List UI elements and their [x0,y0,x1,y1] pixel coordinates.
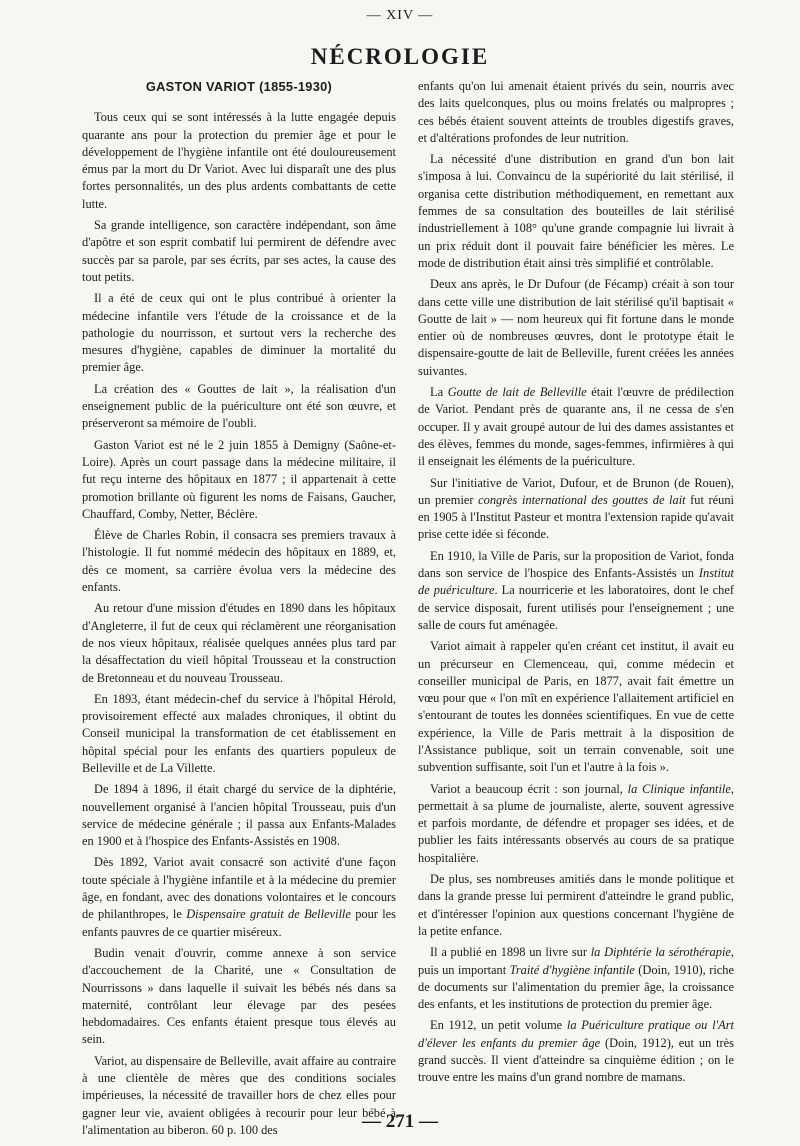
paragraph [82,600,396,686]
paragraph-text: . La nourricerie et les laboratoires, dont le chef de service disposait, furent utilisés pour l'enseignement ; une salle de cours fut aménagée. [418,583,734,632]
right-column [418,78,734,1091]
paragraph-text: La [430,385,448,400]
paragraph-text: pour les enfants pauvres de ce quartier miséreux. [82,907,397,939]
section-title: NÉCROLOGIE [310,44,490,69]
paragraph [418,475,734,544]
paragraph-text: La nécessité d'une distribution en grand d'un bon lait s'imposa à lui. Convaincu de la supériorité du lait stérilisé, il organisa cette distribution méthodiquement, en remettant aux femmes de sa consultation des bouteilles de lait stérilisé industriellement à 108° qu'une grande compagnie lui livrait à un prix réduit dont il pouvait faire bénéficier les mères. Le mode de distribution était ainsi très simplifié et contrôlable. [418,152,734,270]
paragraph [82,691,396,777]
paragraph-text: Deux ans après, le Dr Dufour (de Fécamp) créait à son tour dans cette ville une distribution de lait stérilisé qu'il baptisait « Goutte de lait » — nom heureux qui fit fortune dans le monde entier où de nombreuses œuvres, dont le prototype était le dispensaire-goutte de lait de Belleville, furent créées les années suivantes. [418,277,734,378]
paragraph [82,527,396,596]
paragraph-text: Dès 1892, Variot avait consacré son activité d'une façon toute spéciale à l'hygiène infantile et à la médecine du premier âge, en fondant, avec des donations volontaires et le concours de philanthropes, le [82,855,396,922]
right-column-body [418,78,734,1087]
paragraph [82,781,396,850]
author-heading: GASTON VARIOT (1855-1930) [145,79,333,94]
paragraph-text: (Doin, 1912), eut un très grand succès. Il vient d'atteindre sa cinquième édition ; on le trouve entre les mains d'un grand nombre de mamans. [418,1035,734,1085]
paragraph-text: était l'œuvre de prédilection de Variot. Pendant près de quarante ans, il ne cessa de s'en occuper. Il y avait groupé autour de lui des dames assistantes et des élèves, femmes du monde, sages-femmes, infirmières à qui il enseignait les éléments de la puériculture. [418,385,734,469]
paragraph-text: Il a publié en 1898 un livre sur [430,945,591,960]
paragraph [418,871,734,940]
paragraph-text: fut réuni en 1905 à l'Institut Pasteur et montra l'extension rapide qu'avait prise cette idée si féconde. [418,492,734,542]
paragraph-text: enfants qu'on lui amenait étaient privés du sein, nourris avec des laits quelconques, plus ou moins frelatés ou malpropres ; ces bébés étaient souvent atteints de troubles digestifs graves, et d'altérations profondes de leur nutrition. [418,79,734,145]
italic-title: Institut de puériculture [418,566,734,598]
paragraph [418,944,734,1013]
paragraph-text: Sa grande intelligence, son caractère indépendant, son âme d'apôtre et son esprit combatif lui permirent de défendre avec succès par sa parole, par ses écrits, par ses actes, la cause des tout petits. [82,218,396,284]
paragraph-text: Sur l'initiative de Variot, Dufour, et de Brunon (de Rouen), un premier [418,475,734,507]
paragraph-text: Variot aimait à rappeler qu'en créant cet institut, il avait eu un précurseur en Clemenceau, qui, comme médecin et conseiller municipal de Paris, en 1877, avait fait émettre un vœu pour que « l'on mît en expérience l'allaitement artificiel en s'entourant de toutes les données scientifiques. En vue de cette expérience, la Ville de Paris mettrait à la disposition de l'Assistance publique, soit un terrain convenable, soit une subvention suffisante, soit l'un et l'autre à la fois ». [418,639,734,775]
paragraph [418,151,734,272]
paragraph [418,781,734,867]
paragraph [418,548,734,634]
paragraph-text: , puis un important [418,945,734,977]
italic-title: Dispensaire gratuit de Belleville [186,907,351,922]
paragraph-text: En 1912, un petit volume [430,1018,567,1033]
roman-folio: — XIV — [366,8,434,23]
paragraph-text: De 1894 à 1896, il était chargé du service de la diphtérie, nouvellement organisé à l'ancien hôpital Trousseau, puis d'un service de médecine générale ; il passa aux Enfants-Malades en 1900 et à l'hospice des Enfants-Assistés en 1908. [82,782,396,849]
paragraph-text: Gaston Variot est né le 2 juin 1855 à Demigny (Saône-et-Loire). Après un court passage dans la médecine militaire, il fut reçu interne des hôpitaux en 1877 ; il appartenait à cette promotion brillante où figurent les noms de Faisans, Gaucher, Chauffard, Comby, Netter, Béclère. [82,437,396,521]
italic-title: la Clinique infantile [627,781,731,796]
paragraph [82,437,396,523]
italic-title: la Diphtérie la sérothérapie [590,945,731,960]
paragraph-text: Au retour d'une mission d'études en 1890 dans les hôpitaux d'Angleterre, il fut de ceux qui réclamèrent une réorganisation de nos vieux hôpitaux, réalisée quelques années plus tard par la désaffectation du vieil hôpital Trousseau et la construction de Bretonneau et du nouveau Trousseau. [82,601,396,685]
paragraph-text: La création des « Gouttes de lait », la réalisation d'un enseignement public de la puériculture ont été son œuvre, et préserveront sa mémoire de l'oubli. [82,381,396,431]
paragraph [82,290,396,376]
paragraph-text: Élève de Charles Robin, il consacra ses premiers travaux à l'histologie. Il fut nommé médecin des hôpitaux en 1889, et, dès ce moment, sa carrière évolua vers la médecine des enfants. [82,528,396,595]
italic-title: congrès international des gouttes de lait [478,492,686,507]
paragraph-text: Variot a beaucoup écrit : son journal, [430,781,628,796]
page-number: — 271 — [362,1111,438,1132]
paragraph [82,945,396,1049]
paragraph [82,381,396,433]
paragraph [418,1017,734,1086]
italic-title: la Puériculture pratique ou l'Art d'élever les enfants du premier âge [418,1018,734,1050]
paragraph-text: En 1893, étant médecin-chef du service à l'hôpital Hérold, provisoirement effecté aux malades chroniques, il obtint du Conseil municipal la transformation de cet établissement en hôpital spécial pour les enfants des quartiers populeux de Belleville et de La Villette. [82,691,396,775]
paragraph [418,78,734,147]
paragraph [82,854,396,940]
paragraph [82,109,396,213]
paragraph-text: , permettait à sa plume de journaliste, alerte, souvent agressive et parfois mordante, de défendre et propager ses idées, et de publier les faits intéressants observés au cours de sa pratique hospitalière. [418,781,734,865]
paragraph [418,276,734,380]
paragraph [82,217,396,286]
italic-title: Traité d'hygiène infantile [509,962,635,977]
paragraph-text: Budin venait d'ouvrir, comme annexe à son service d'accouchement de la Charité, une « Consultation de Nourrissons » dans laquelle il suivait les bébés nés dans sa maternité, contrôlant leur élevage par des pesées hebdomadaires. Ces enfants étaient presque tous élevés au sein. [82,945,396,1047]
paragraph-text: Il a été de ceux qui ont le plus contribué à orienter la médecine infantile vers l'étude de la croissance et de la pathologie du nourrisson, et surtout vers la recherche des mesures d'hygiène, capables de diminuer la mortalité du premier âge. [82,291,396,375]
paragraph-text: De plus, ses nombreuses amitiés dans le monde politique et dans la grande presse lui permirent d'atteindre le grand public, et d'intéresser l'opinion aux questions concernant l'hygiène de la petite enfance. [418,872,734,938]
left-column [82,78,396,1143]
paragraph-text: Variot, au dispensaire de Belleville, avait affaire au contraire à une clientèle de mères que des conditions sociales impérieuses, la nécessité de travailler hors de chez elles pour gagner leur vie, avaient obligées à recourir pour leur bébé à l'alimentation au biberon. 60 p. 100 des [82,1053,396,1137]
paragraph [418,384,734,470]
paragraph-text: En 1910, la Ville de Paris, sur la proposition de Variot, fonda dans son service de l'hospice des Enfants-Assistés un [418,548,734,581]
paragraph [418,638,734,776]
left-column-body [82,109,396,1139]
paragraph-text: Tous ceux qui se sont intéressés à la lutte engagée depuis quarante ans pour la protection du premier âge et pour le développement de l'hygiène infantile ont été douloureusement émus par la mort du Dr Variot. Avec lui disparaît une des plus fortes personnalités, un des plus ardents combattants de cette lutte. [82,110,396,211]
paragraph-text: (Doin, 1910), riche de documents sur l'alimentation du premier âge, la croissance des enfants, et les institutions de protection du premier âge. [418,962,734,1012]
italic-title: Goutte de lait de Belleville [447,385,587,400]
